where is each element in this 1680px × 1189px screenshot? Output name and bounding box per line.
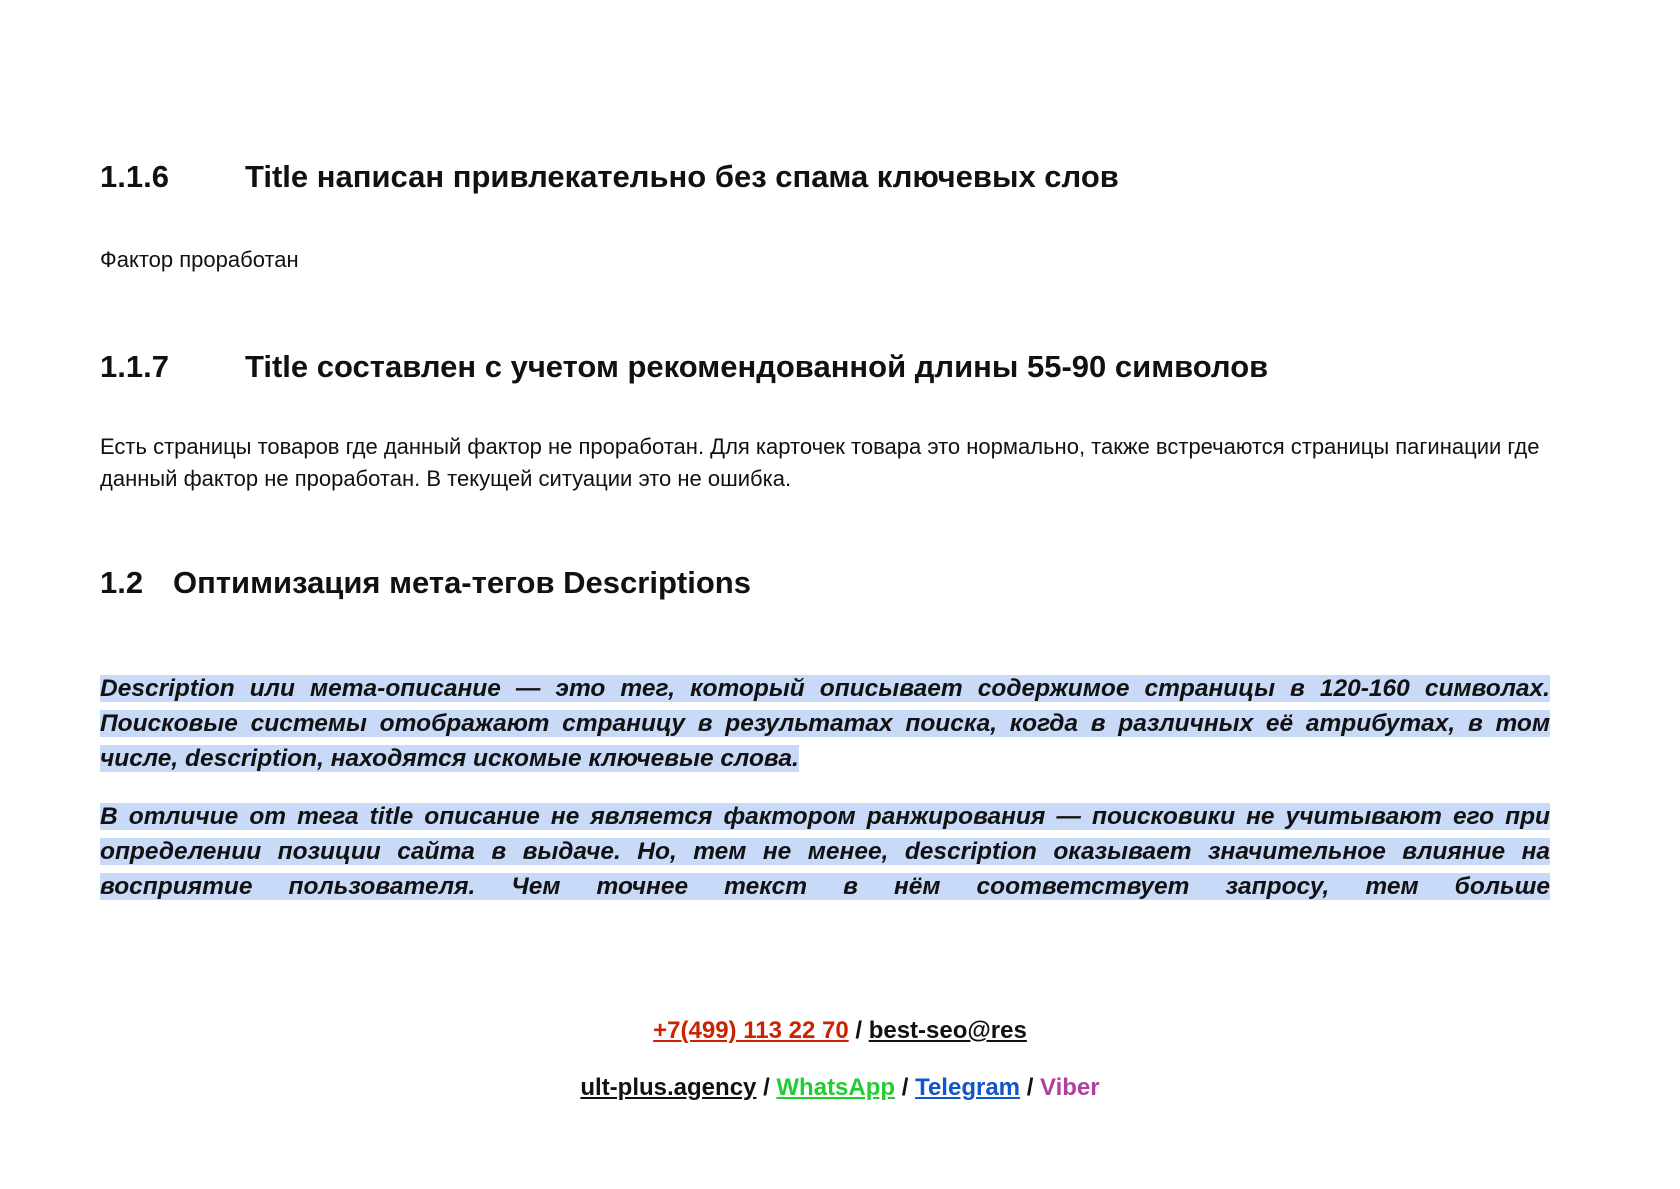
whatsapp-link[interactable]: WhatsApp — [776, 1074, 896, 1101]
heading-1-1-7 — [100, 347, 1268, 387]
highlight-text: Description или мета-описание — это тег, который описывает содержимое страницы в 120-160 символах. Поисковые системы отображают страницу в результатах поиска, когда в различных её атрибутах, в том числе, description, находятся искомые ключевые слова. — [100, 675, 1550, 772]
section-number: 1.1.6 — [100, 159, 169, 194]
section-body: Фактор проработан — [100, 247, 299, 272]
section-body: Есть страницы товаров где данный фактор не проработан. Для карточек товара это нормально, также встречаются страницы пагинации где данный фактор не проработан. В текущей ситуации это не ошибка. — [100, 434, 1540, 491]
telegram-link[interactable]: Telegram — [915, 1074, 1021, 1101]
separator: / — [1026, 1074, 1034, 1101]
separator: / — [855, 1017, 863, 1044]
highlighted-paragraph — [100, 799, 1550, 904]
footer-contacts-line-2 — [0, 1071, 1680, 1105]
footer-contacts-line-1 — [0, 1014, 1680, 1048]
viber-link[interactable]: Viber — [1040, 1074, 1100, 1101]
email-link[interactable]: best-seo@res — [868, 1017, 1027, 1044]
email-link-continued[interactable]: ult-plus.agency — [580, 1074, 757, 1101]
phone-link[interactable]: +7(499) 113 22 70 — [653, 1017, 849, 1044]
highlighted-paragraph — [100, 671, 1550, 776]
heading-1-2 — [100, 563, 751, 603]
section-title: Title написан привлекательно без спама ключевых слов — [245, 159, 1119, 194]
section-title: Оптимизация мета-тегов Descriptions — [173, 565, 751, 600]
section-number: 1.1.7 — [100, 349, 169, 384]
heading-1-1-6 — [100, 157, 1119, 197]
highlight-text: В отличие от тега title описание не является фактором ранжирования — поисковики не учитывают его при определении позиции сайта в выдаче. Но, тем не менее, description оказывает значительное влияние на восприятие пользователя. Чем точнее текст в нём соответствует запросу, тем больше — [100, 803, 1550, 900]
section-number: 1.2 — [100, 565, 144, 600]
section-title: Title составлен с учетом рекомендованной длины 55-90 символов — [245, 349, 1269, 384]
separator: / — [901, 1074, 909, 1101]
separator: / — [763, 1074, 770, 1101]
